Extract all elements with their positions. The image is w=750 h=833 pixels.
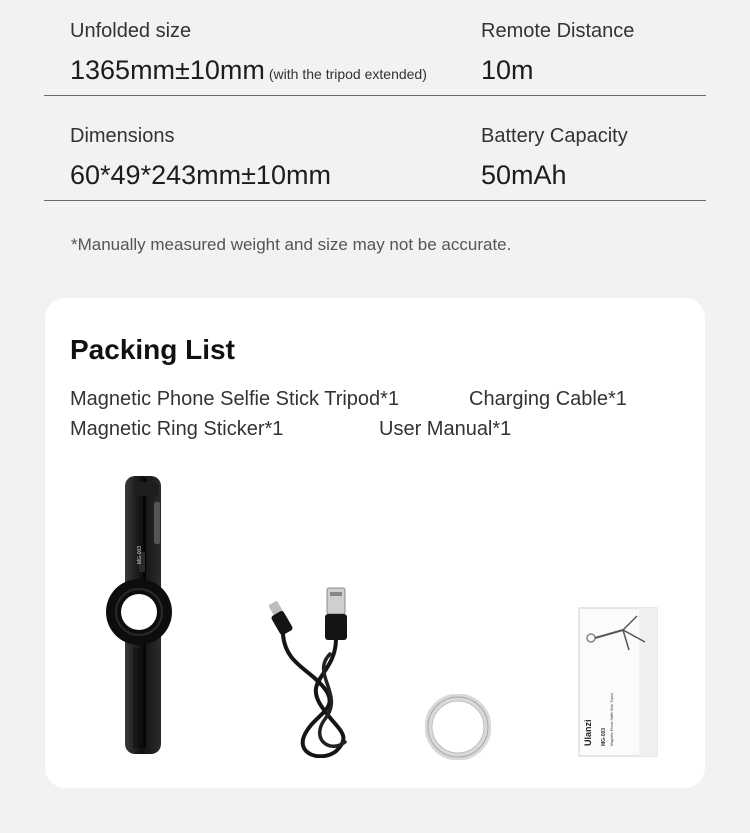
packing-list-title: Packing List [70, 334, 235, 365]
spec-value-text: 1365mm±10mm [70, 55, 265, 85]
spec-value: 10m [481, 55, 534, 85]
packing-list-card [45, 298, 705, 788]
spec-label: Battery Capacity [481, 125, 628, 147]
spec-note: (with the tripod extended) [268, 66, 427, 82]
spec-value [70, 55, 427, 86]
user-manual-image [577, 606, 659, 758]
spec-label: Dimensions [70, 125, 175, 147]
tripod-model-text: MG-003 [137, 545, 143, 564]
packing-item-manual: User Manual*1 [379, 418, 512, 440]
spec-label: Unfolded size [70, 20, 192, 42]
disclaimer-note: *Manually measured weight and size may not be accurate. [71, 235, 512, 254]
spec-battery-capacity [481, 125, 628, 191]
manual-model-text: MG-003 [601, 727, 607, 746]
manual-brand-text: Ulanzi [583, 719, 593, 746]
packing-item-tripod: Magnetic Phone Selfie Stick Tripod*1 [70, 388, 400, 410]
packing-item-ring: Magnetic Ring Sticker*1 [70, 418, 284, 440]
spec-row-2 [44, 96, 706, 201]
spec-row-1 [44, 0, 706, 96]
spec-value: 50mAh [481, 160, 567, 190]
spec-dimensions [70, 125, 331, 191]
charging-cable-image [265, 584, 375, 758]
selfie-stick-tripod-image [103, 472, 183, 757]
spec-remote-distance [481, 20, 634, 86]
spec-label: Remote Distance [481, 20, 635, 42]
manual-subtitle-text: Magnetic Phone Selfie Stick Tripod [610, 693, 614, 746]
packing-item-cable: Charging Cable*1 [469, 388, 627, 410]
spec-value: 60*49*243mm±10mm [70, 160, 331, 190]
spec-unfolded-size [70, 20, 427, 86]
magnetic-ring-sticker-image [425, 694, 491, 760]
